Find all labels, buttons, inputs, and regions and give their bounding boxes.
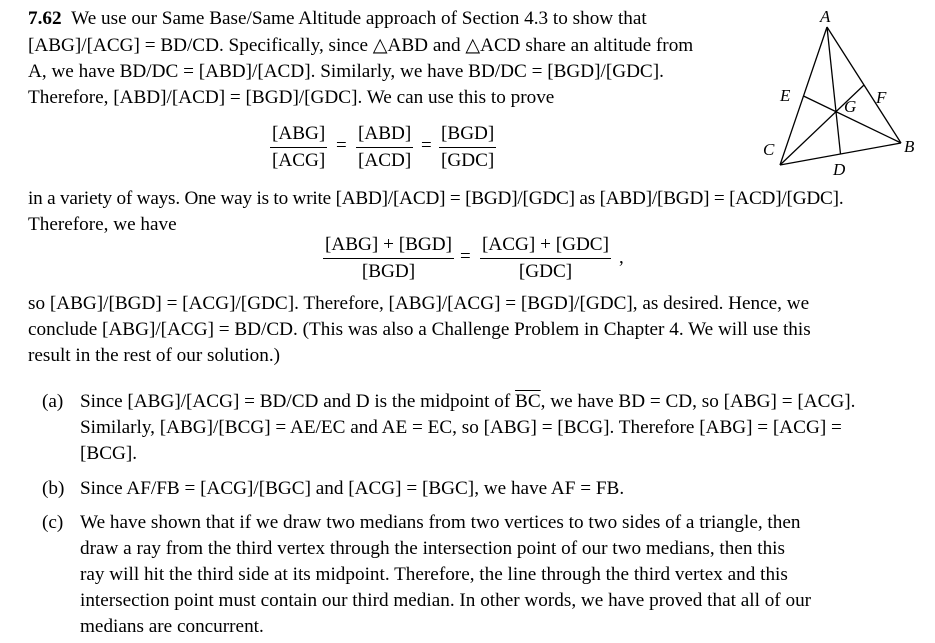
text-line: Therefore, we have [28, 214, 177, 235]
part-b-line: Since AF/FB = [ACG]/[BGC] and [ACG] = [BGC], we have AF = FB. [80, 478, 625, 499]
text-line: conclude [ABG]/[ACG] = BD/CD. (This was also a Challenge Problem in Chapter 4. We will use this [28, 319, 811, 340]
fraction [270, 122, 327, 173]
part-c-line: draw a ray from the third vertex through the intersection point of our two medians, then this [80, 538, 785, 559]
problem-first-line [28, 6, 647, 32]
part-a-line [80, 389, 855, 415]
fraction-denominator: [ACD] [358, 150, 412, 171]
text-line: result in the rest of our solution.) [28, 345, 281, 366]
fraction [323, 233, 454, 284]
fraction [356, 122, 413, 173]
part-c-line: We have shown that if we draw two medians from two vertices to two sides of a triangle, then [80, 512, 801, 533]
problem-text-line: [ABG]/[ACG] = BD/CD. Specifically, since △ABD and △ACD share an altitude from [28, 35, 694, 56]
triangle-figure [760, 5, 920, 185]
problem-text-line: Therefore, [ABD]/[ACD] = [BGD]/[GDC]. We can use this to prove [28, 87, 555, 108]
part-c-line: ray will hit the third side at its midpoint. Therefore, the line through the third vertex and this [80, 564, 788, 585]
point-label-f: F [876, 88, 887, 107]
equals-sign: = [460, 246, 471, 267]
fraction-denominator: [GDC] [518, 261, 573, 282]
fraction-denominator: [GDC] [441, 150, 495, 171]
part-a-line: Similarly, [ABG]/[BCG] = AE/EC and AE = EC, so [ABG] = [BCG]. Therefore [ABG] = [ACG] = [80, 417, 842, 438]
equals-sign: = [336, 135, 347, 156]
fraction [480, 233, 611, 284]
fraction-denominator: [BGD] [361, 261, 416, 282]
equals-sign: = [421, 135, 432, 156]
vertex-label-c: C [763, 140, 775, 159]
segment-bc: $\overline{BC}$ [515, 391, 541, 412]
part-c-line: medians are concurrent. [80, 616, 264, 637]
fraction-numerator: [ABG] + [BGD] [323, 233, 454, 259]
fraction [439, 122, 496, 173]
part-c-label: (c) [42, 512, 64, 533]
point-label-d: D [833, 160, 846, 179]
text-line: in a variety of ways. One way is to write [ABD]/[ACD] = [BGD]/[GDC] as [ABD]/[BGD] = [ACD]/[GDC]. [28, 188, 844, 209]
text-span: Since [ABG]/[ACG] = BD/CD and D is the midpoint of [80, 391, 516, 412]
point-label-e: E [780, 86, 791, 105]
text-span: , we have BD = CD, so [ABG] = [ACG]. [540, 391, 856, 412]
problem-text-line: A, we have BD/DC = [ABD]/[ACD]. Similarly, we have BD/DC = [BGD]/[GDC]. [28, 61, 664, 82]
problem-number: 7.62 [28, 8, 62, 29]
vertex-label-b: B [904, 137, 915, 156]
point-label-g: G [844, 97, 857, 116]
part-b-label: (b) [42, 478, 65, 499]
fraction-numerator: [BGD] [439, 122, 496, 148]
trailing-comma: , [619, 247, 624, 268]
part-c-line: intersection point must contain our third median. In other words, we have proved that all of our [80, 590, 812, 611]
part-a-label: (a) [42, 391, 64, 412]
vertex-label-a: A [820, 7, 831, 26]
part-a-line: [BCG]. [80, 443, 138, 464]
fraction-denominator: [ACG] [272, 150, 326, 171]
problem-text-line: We use our Same Base/Same Altitude approach of Section 4.3 to show that [71, 8, 647, 29]
fraction-numerator: [ABD] [356, 122, 413, 148]
fraction-numerator: [ABG] [270, 122, 327, 148]
fraction-numerator: [ACG] + [GDC] [480, 233, 611, 259]
text-line: so [ABG]/[BGD] = [ACG]/[GDC]. Therefore, [ABG]/[ACG] = [BGD]/[GDC], as desired. Hence, we [28, 293, 810, 314]
